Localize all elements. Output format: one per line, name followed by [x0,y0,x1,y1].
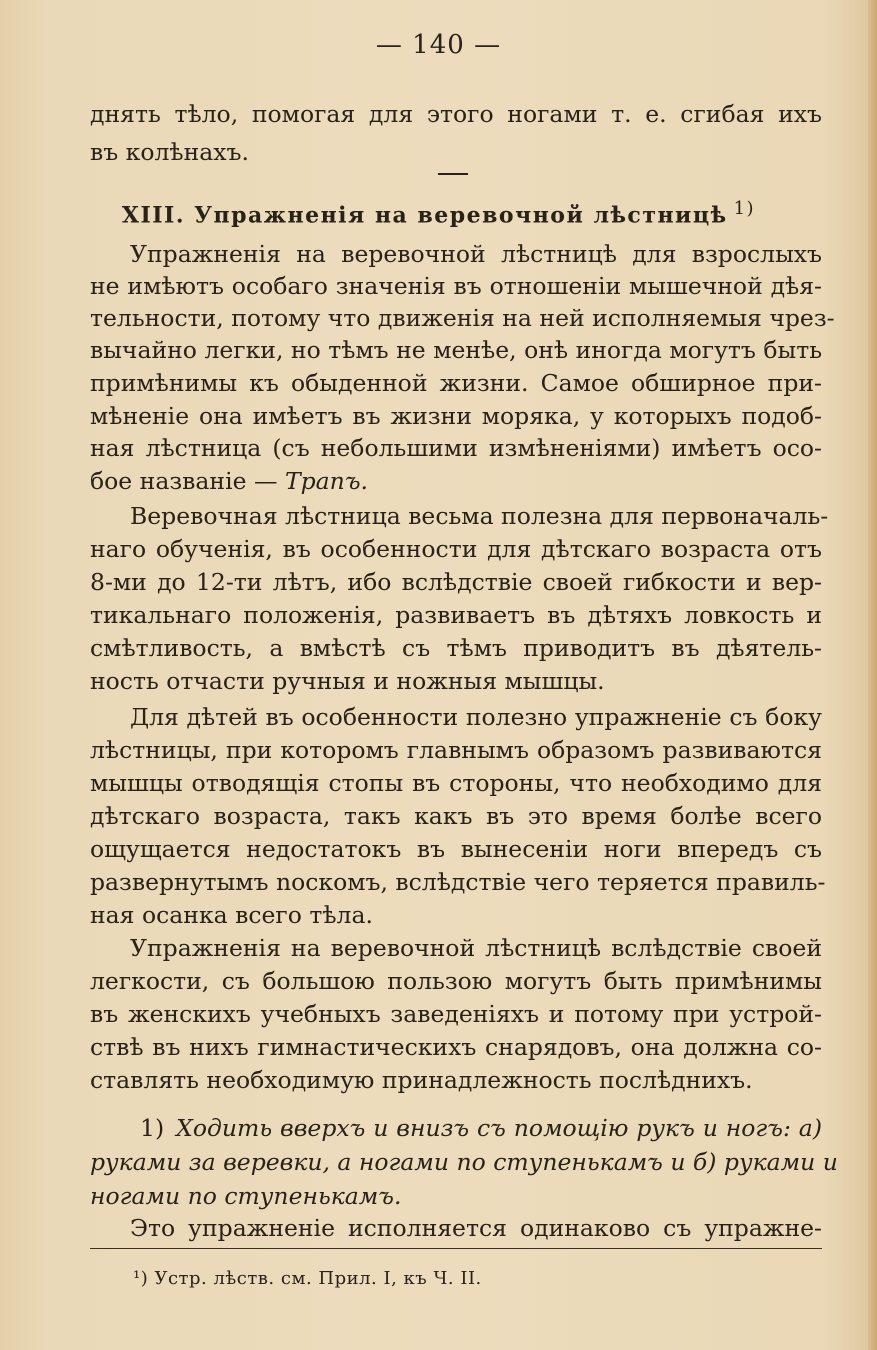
text-line: не имѣютъ особаго значенія въ отношеніи мышечной дѣя- [90,272,822,300]
text-line [90,467,822,495]
text-line: тикальнаго положенія, развиваетъ въ дѣтяхъ ловкость и [90,601,822,629]
text-line: Упражненія на веревочной лѣстницѣ для взрослыхъ [130,240,822,268]
section-divider [438,173,468,175]
text-line: ная осанка всего тѣла. [90,901,373,929]
exercise-text: руками за веревки, а ногами по ступенькамъ и б) руками и [90,1148,838,1176]
exercise-text: Ходить вверхъ и внизъ съ помощію рукъ и ногъ: а) [176,1114,822,1142]
text-line: наго обученія, въ особенности для дѣтскаго возраста отъ [90,535,822,563]
section-heading [0,198,877,228]
text-line: мѣненіе она имѣетъ въ жизни моряка, у которыхъ подоб- [90,402,822,430]
text-fragment: бое названіе — [90,467,278,495]
text-line: развернутымъ noскомъ, вслѣдствіе чего теряется правиль- [90,868,826,896]
text-line: мышцы отводящія стопы въ стороны, что необходимо для [90,769,822,797]
text-line: смѣтливость, а вмѣстѣ съ тѣмъ приводитъ въ дѣятель- [90,634,822,662]
page-number: — 140 — [375,30,502,60]
exercise-number: 1) [140,1114,165,1142]
text-line: Веревочная лѣстница весьма полезна для первоначаль- [130,502,829,530]
text-line: ощущается недостатокъ въ вынесеніи ноги впередъ съ [90,835,822,863]
text-line: примѣнимы къ обыденной жизни. Самое обширное при- [90,369,822,397]
text-line: Для дѣтей въ особенности полезно упражненіе съ боку [130,703,822,731]
footnote-mark: 1) [733,198,756,219]
text-line: лѣстницы, при которомъ главнымъ образомъ развиваются [90,736,822,764]
text-line: легкости, съ большою пользою могутъ быть примѣнимы [90,967,822,995]
text-line: ная лѣстница (съ небольшими измѣненіями) имѣетъ осо- [90,434,822,462]
exercise-line [140,1114,822,1142]
italic-term: Трапъ. [284,467,368,495]
text-line: ность отчасти ручныя и ножныя мышцы. [90,667,605,695]
text-line: въ колѣнахъ. [90,138,249,166]
text-line: тельности, потому что движенія на ней исполняемыя чрез- [90,304,835,332]
text-line: 8-ми до 12-ти лѣтъ, ибо вслѣдствіе своей гибкости и вер- [90,568,822,596]
text-line: днять тѣло, помогая для этого ногами т. е. сгибая ихъ [90,100,822,128]
text-line: Упражненія на веревочной лѣстницѣ вслѣдствіе своей [130,934,822,962]
text-line: дѣтскаго возраста, такъ какъ въ это время болѣе всего [90,802,822,830]
text-line: ставлять необходимую принадлежность послѣднихъ. [90,1066,753,1094]
footnote: ¹) Устр. лѣств. см. Прил. I, къ Ч. II. [133,1268,482,1289]
footnote-rule [90,1248,822,1249]
text-line: ствѣ въ нихъ гимнастическихъ снарядовъ, она должна со- [90,1033,822,1061]
section-title: XIII. Упражненія на веревочной лѣстницѣ [121,202,728,229]
text-line: въ женскихъ учебныхъ заведеніяхъ и потому при устрой- [90,1000,822,1028]
exercise-text: ногами по ступенькамъ. [90,1182,402,1210]
text-line: Это упражненіе исполняется одинаково съ упражне- [130,1214,822,1242]
text-line: вычайно легки, но тѣмъ не менѣе, онѣ иногда могутъ быть [90,336,822,364]
